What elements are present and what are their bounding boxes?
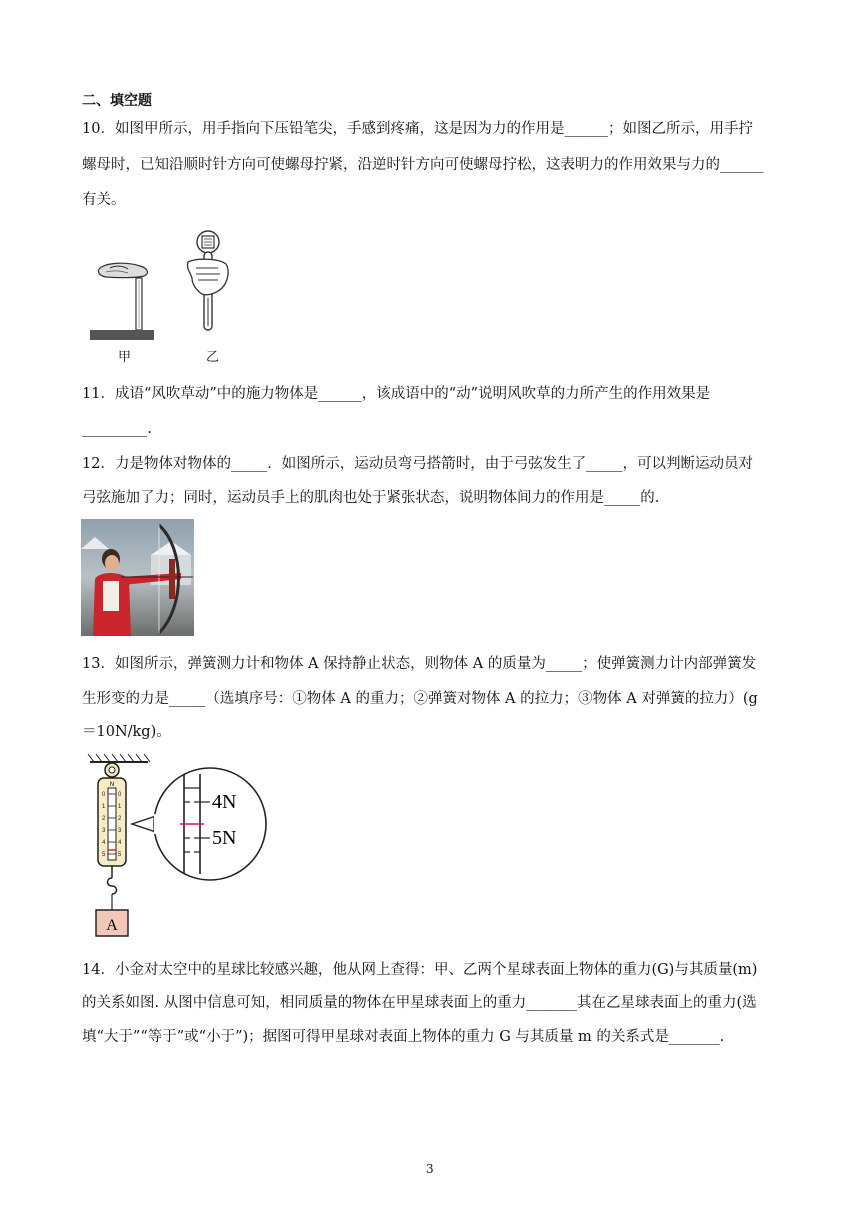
q14-line-2: 的关系如图. 从图中信息可知，相同质量的物体在甲星球表面上的重力_______其在乙星球表面上的重力(选 — [82, 995, 757, 1011]
spring-scale-figure — [86, 752, 286, 942]
q12-line-2: 弓弦施加了力；同时，运动员手上的肌肉也处于紧张状态，说明物体间力的作用是_____的. — [82, 490, 660, 506]
scale-tick-0: 0 — [102, 792, 106, 798]
scale-tick-1: 1 — [102, 804, 106, 810]
q10-line-1: 10．如图甲所示，用手指向下压铅笔尖，手感到疼痛，这是因为力的作用是______；如图乙所示，用手拧 — [82, 121, 753, 137]
scale-tick-4-right: 4 — [118, 840, 122, 846]
q12-line-1: 12．力是物体对物体的_____．如图所示，运动员弯弓搭箭时，由于弓弦发生了_____，可以判断运动员对 — [82, 456, 753, 472]
q11-line-2: _________. — [82, 421, 152, 437]
scale-tick-5-right: 5 — [118, 852, 122, 858]
scale-tick-1-right: 1 — [118, 804, 122, 810]
caption-jia: 甲 — [118, 350, 132, 365]
q13-line-3: ＝10N/kg)。 — [82, 724, 171, 740]
q13-line-1: 13．如图所示，弹簧测力计和物体 A 保持静止状态，则物体 A 的质量为_____；使弹簧测力计内部弹簧发 — [82, 656, 757, 672]
q10-line-2: 螺母时，已知沿顺时针方向可使螺母拧紧，沿逆时针方向可使螺母拧松，这表明力的作用效果与力的______ — [82, 157, 764, 173]
scale-tick-5: 5 — [102, 852, 106, 858]
wrench-figure — [182, 228, 234, 336]
page-number: 3 — [426, 1162, 434, 1176]
scale-tick-3-right: 3 — [118, 828, 122, 834]
scale-unit-label: N — [109, 782, 115, 788]
q14-line-3: 填“大于”“等于”或“小于”)；据图可得甲星球对表面上物体的重力 G 与其质量 m 的关系式是_______. — [82, 1029, 725, 1045]
archer-photo — [81, 519, 194, 636]
q10-line-3: 有关。 — [82, 192, 126, 208]
zoom-label-5n: 5N — [212, 827, 237, 849]
q14-line-1: 14．小金对太空中的星球比较感兴趣，他从网上查得：甲、乙两个星球表面上物体的重力(G)与其质量(m) — [82, 962, 758, 978]
scale-tick-2: 2 — [102, 816, 106, 822]
section-title: 二、填空题 — [82, 93, 152, 109]
block-a-label: A — [106, 917, 118, 934]
scale-tick-3: 3 — [102, 828, 106, 834]
scale-tick-4: 4 — [102, 840, 106, 846]
q13-line-2: 生形变的力是_____（选填序号：①物体 A 的重力；②弹簧对物体 A 的拉力；③物体 A 对弹簧的拉力）(g — [82, 691, 758, 707]
zoom-label-4n: 4N — [212, 791, 237, 813]
scale-tick-0-right: 0 — [118, 792, 122, 798]
caption-yi: 乙 — [206, 350, 220, 365]
q11-line-1: 11．成语“风吹草动”中的施力物体是______，该成语中的“动”说明风吹草的力所产生的作用效果是 — [82, 386, 711, 402]
pencil-press-figure — [88, 258, 160, 346]
scale-tick-2-right: 2 — [118, 816, 122, 822]
